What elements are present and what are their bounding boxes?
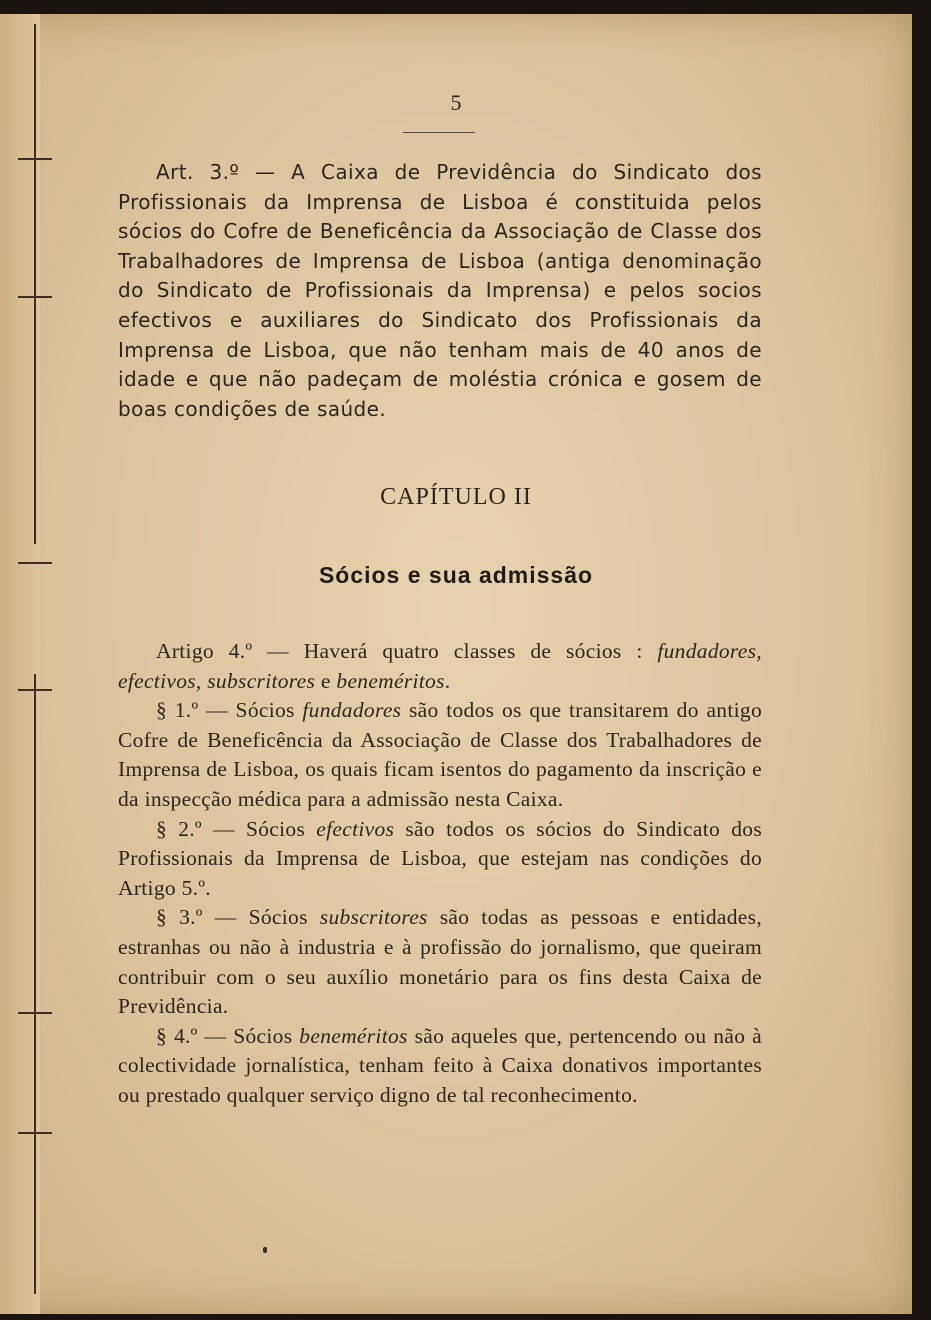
paragraph-3-lead: § 3.º — Sócios [156, 905, 320, 930]
chapter-title: Sócios e sua admissão [318, 562, 594, 588]
article-3 [118, 158, 762, 424]
chapter-heading: CAPÍTULO II [380, 484, 532, 510]
article-4-end: . [444, 668, 451, 693]
binding-stitch [18, 1132, 52, 1134]
paragraph-3-text: são todas as pessoas e entidades, estranhas ou não à industria e à profissão do jornalismo, que queiram contribuir com o seu auxílio monetário para os fins desta Caixa de Previdência. [118, 905, 762, 1019]
article-4-paragraph [118, 637, 762, 696]
paragraph-1-text: são todos os que transitarem do antigo Cofre de Beneficência da Associação de Classe dos Trabalhadores de Imprensa de Lisboa, os quais ficam isentos do pagamento da inscrição e da inspecção médica para a admissão nesta Caixa. [118, 698, 762, 811]
ink-speck [263, 1247, 267, 1253]
article-4-classes: fundadores, efectivos, subscritores [118, 639, 762, 693]
binding-stitch [18, 689, 52, 691]
paragraph-3-term: subscritores [319, 905, 428, 930]
paragraph-2-text: são todos os sócios do Sindicato dos Profissionais da Imprensa de Lisboa, que estejam nas condições do Artigo 5.º. [118, 816, 762, 900]
paragraph-1 [118, 696, 762, 814]
binding-edge [0, 14, 40, 1314]
binding-stitch [18, 1012, 52, 1014]
paragraph-2-term: efectivos [316, 816, 395, 841]
paragraph-4-lead: § 4.º — Sócios [156, 1023, 300, 1048]
article-4-and: e [315, 668, 337, 693]
binding-stitch [18, 296, 52, 298]
binding-thread [34, 674, 36, 1294]
article-3-paragraph [118, 158, 762, 424]
article-4 [118, 637, 762, 1111]
header-rule [403, 132, 475, 133]
paragraph-1-lead: § 1.º — Sócios [156, 698, 303, 723]
paragraph-2-lead: § 2.º — Sócios [156, 816, 317, 841]
page-number: 5 [450, 90, 462, 115]
article-4-class-last: beneméritos [336, 668, 445, 693]
paragraph-3 [118, 903, 762, 1021]
binding-stitch [18, 158, 52, 160]
article-3-label: Art. 3.º [156, 160, 240, 184]
paragraph-4 [118, 1022, 762, 1111]
paragraph-4-text: são aqueles que, pertencendo ou não à colectividade jornalística, tenham feito à Caixa donativos importantes ou prestado qualquer serviço digno de tal reconhecimento. [118, 1023, 762, 1107]
paragraph-4-term: beneméritos [299, 1023, 408, 1048]
paragraph-2 [118, 815, 762, 904]
document-page [0, 14, 912, 1314]
article-4-lead: Artigo 4.º — Haverá quatro classes de sócios : [156, 639, 658, 663]
paragraph-1-term: fundadores [302, 698, 402, 723]
article-3-text: — A Caixa de Previdência do Sindicato dos Profissionais da Imprensa de Lisboa é constituida pelos sócios do Cofre de Beneficência da Associação de Classe dos Trabalhadores de Imprensa de Lisboa (antiga denominação do Sindicato de Profissionais da Imprensa) e pelos socios efectivos e auxiliares do Sindicato dos Profissionais da Imprensa de Lisboa, que não tenham mais de 40 anos de idade e que não padeçam de moléstia crónica e gosem de boas condições de saúde. [118, 160, 762, 421]
